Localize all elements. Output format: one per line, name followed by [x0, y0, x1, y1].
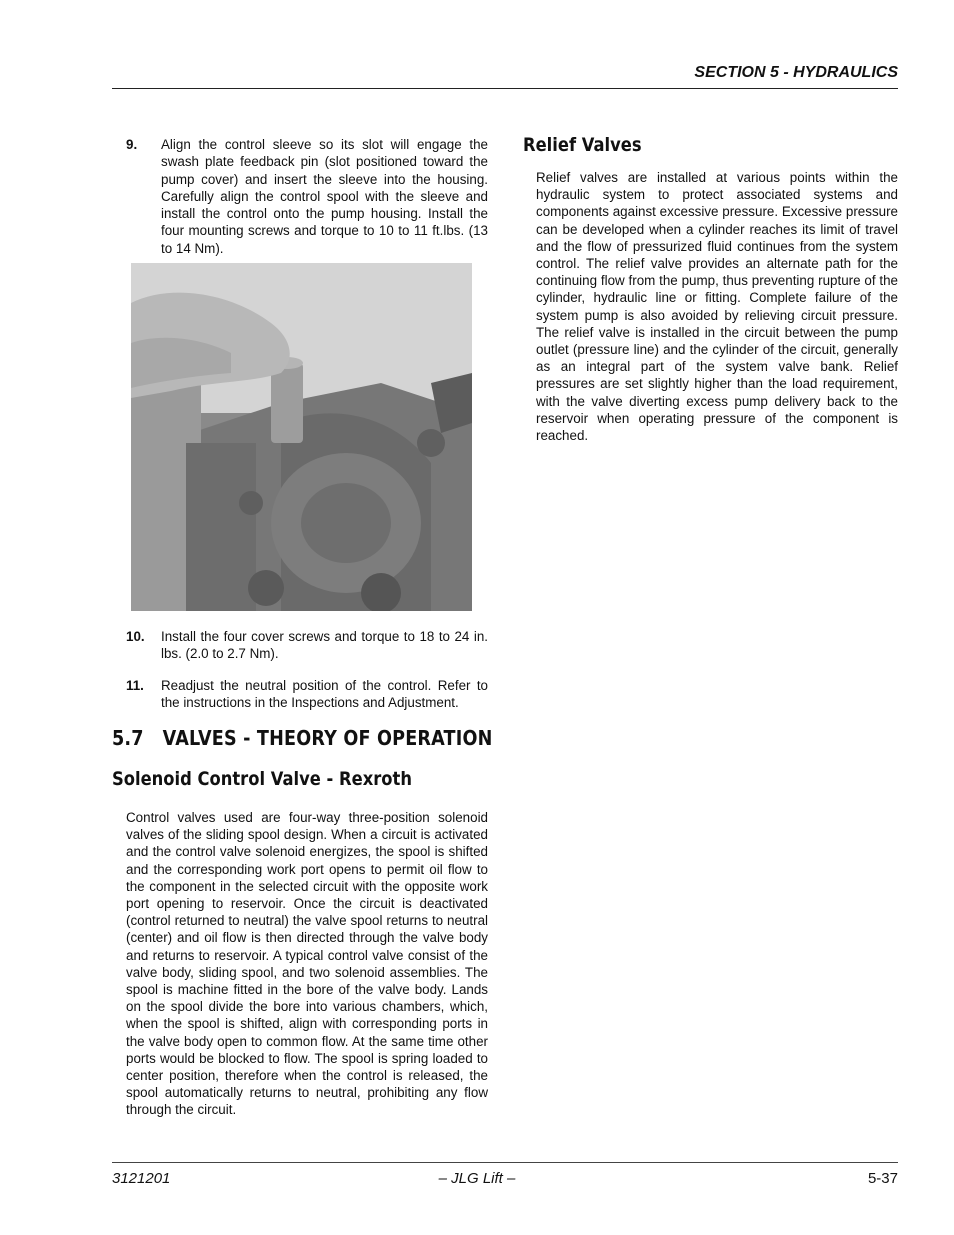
step-text: Align the control sleeve so its slot will engage the swash plate feedback pin (slot positioned toward the pump cover) and insert the sleeve into the housing. Carefully align the control spool with the sleeve and install the control onto the pump housing. Install the four mounting screws and torque to 10 to 11 ft.lbs. (13 to 14 Nm).: [161, 137, 488, 256]
solenoid-heading: Solenoid Control Valve - Rexroth: [112, 768, 412, 790]
section-heading: [112, 726, 493, 750]
step-text: Install the four cover screws and torque to 18 to 24 in. lbs. (2.0 to 2.7 Nm).: [161, 629, 488, 662]
step-number: 11.: [126, 678, 144, 693]
section-header: SECTION 5 - HYDRAULICS: [694, 64, 898, 81]
step-text: Readjust the neutral position of the control. Refer to the instructions in the Inspections and Adjustment.: [161, 678, 488, 711]
page-number: 5-37: [867, 1170, 898, 1187]
step-10: [126, 628, 488, 663]
solenoid-body: Control valves used are four-way three-position solenoid valves of the sliding spool design. When a circuit is activated and the control valve solenoid energizes, the spool is shifted and the corresponding work port opens to permit oil flow to the component in the selected circuit with the opposite work port opening to reservoir. Once the circuit is deactivated (control returned to neutral) the valve spool returns to neutral (center) and oil flow is then directed through the valve body and returns to reservoir. A typical control valve consist of the valve body, sliding spool, and two solenoid assemblies. The spool is machine fitted in the bore of the valve body. Lands on the spool divide the bore into various chambers, which, when the spool is shifted, align with corresponding ports in the valve body open to common flow. At the same time other ports would be blocked to flow. The spool is spring loaded to center position, therefore when the control is released, the spool automatically returns to neutral, prohibiting any flow through the circuit.: [126, 810, 488, 1118]
photo-illustration: [131, 263, 472, 611]
step-11: [126, 677, 488, 712]
header-rule: [112, 88, 898, 89]
section-title: VALVES - THEORY OF OPERATION: [162, 726, 493, 750]
step-number: 10.: [126, 629, 145, 644]
step-number: 9.: [126, 137, 138, 152]
footer-rule: [112, 1162, 898, 1163]
pump-control-photo: [131, 263, 472, 611]
footer-center: – JLG Lift –: [438, 1170, 516, 1187]
relief-heading: Relief Valves: [523, 134, 642, 156]
doc-number: 3121201: [112, 1170, 171, 1187]
step-9: [126, 136, 488, 257]
relief-body: Relief valves are installed at various points within the hydraulic system to protect associated systems and components against excessive pressure. Excessive pressure can be developed when a cylinder reaches its limit of travel and the flow of pressurized fluid continues from the system control. The relief valve provides an alternate path for the continuing flow from the pump, thus preventing rupture of the cylinder, hydraulic line or fitting. Complete failure of the system pump is also avoided by relieving circuit pressure. The relief valve is installed in the circuit between the pump outlet (pressure line) and the cylinder of the circuit, generally as an integral part of the system valve bank. Relief pressures are set slightly higher than the load requirement, with the valve diverting excess pump delivery back to the reservoir when operating pressure of the component is reached.: [536, 170, 898, 444]
section-number: 5.7: [112, 726, 144, 750]
